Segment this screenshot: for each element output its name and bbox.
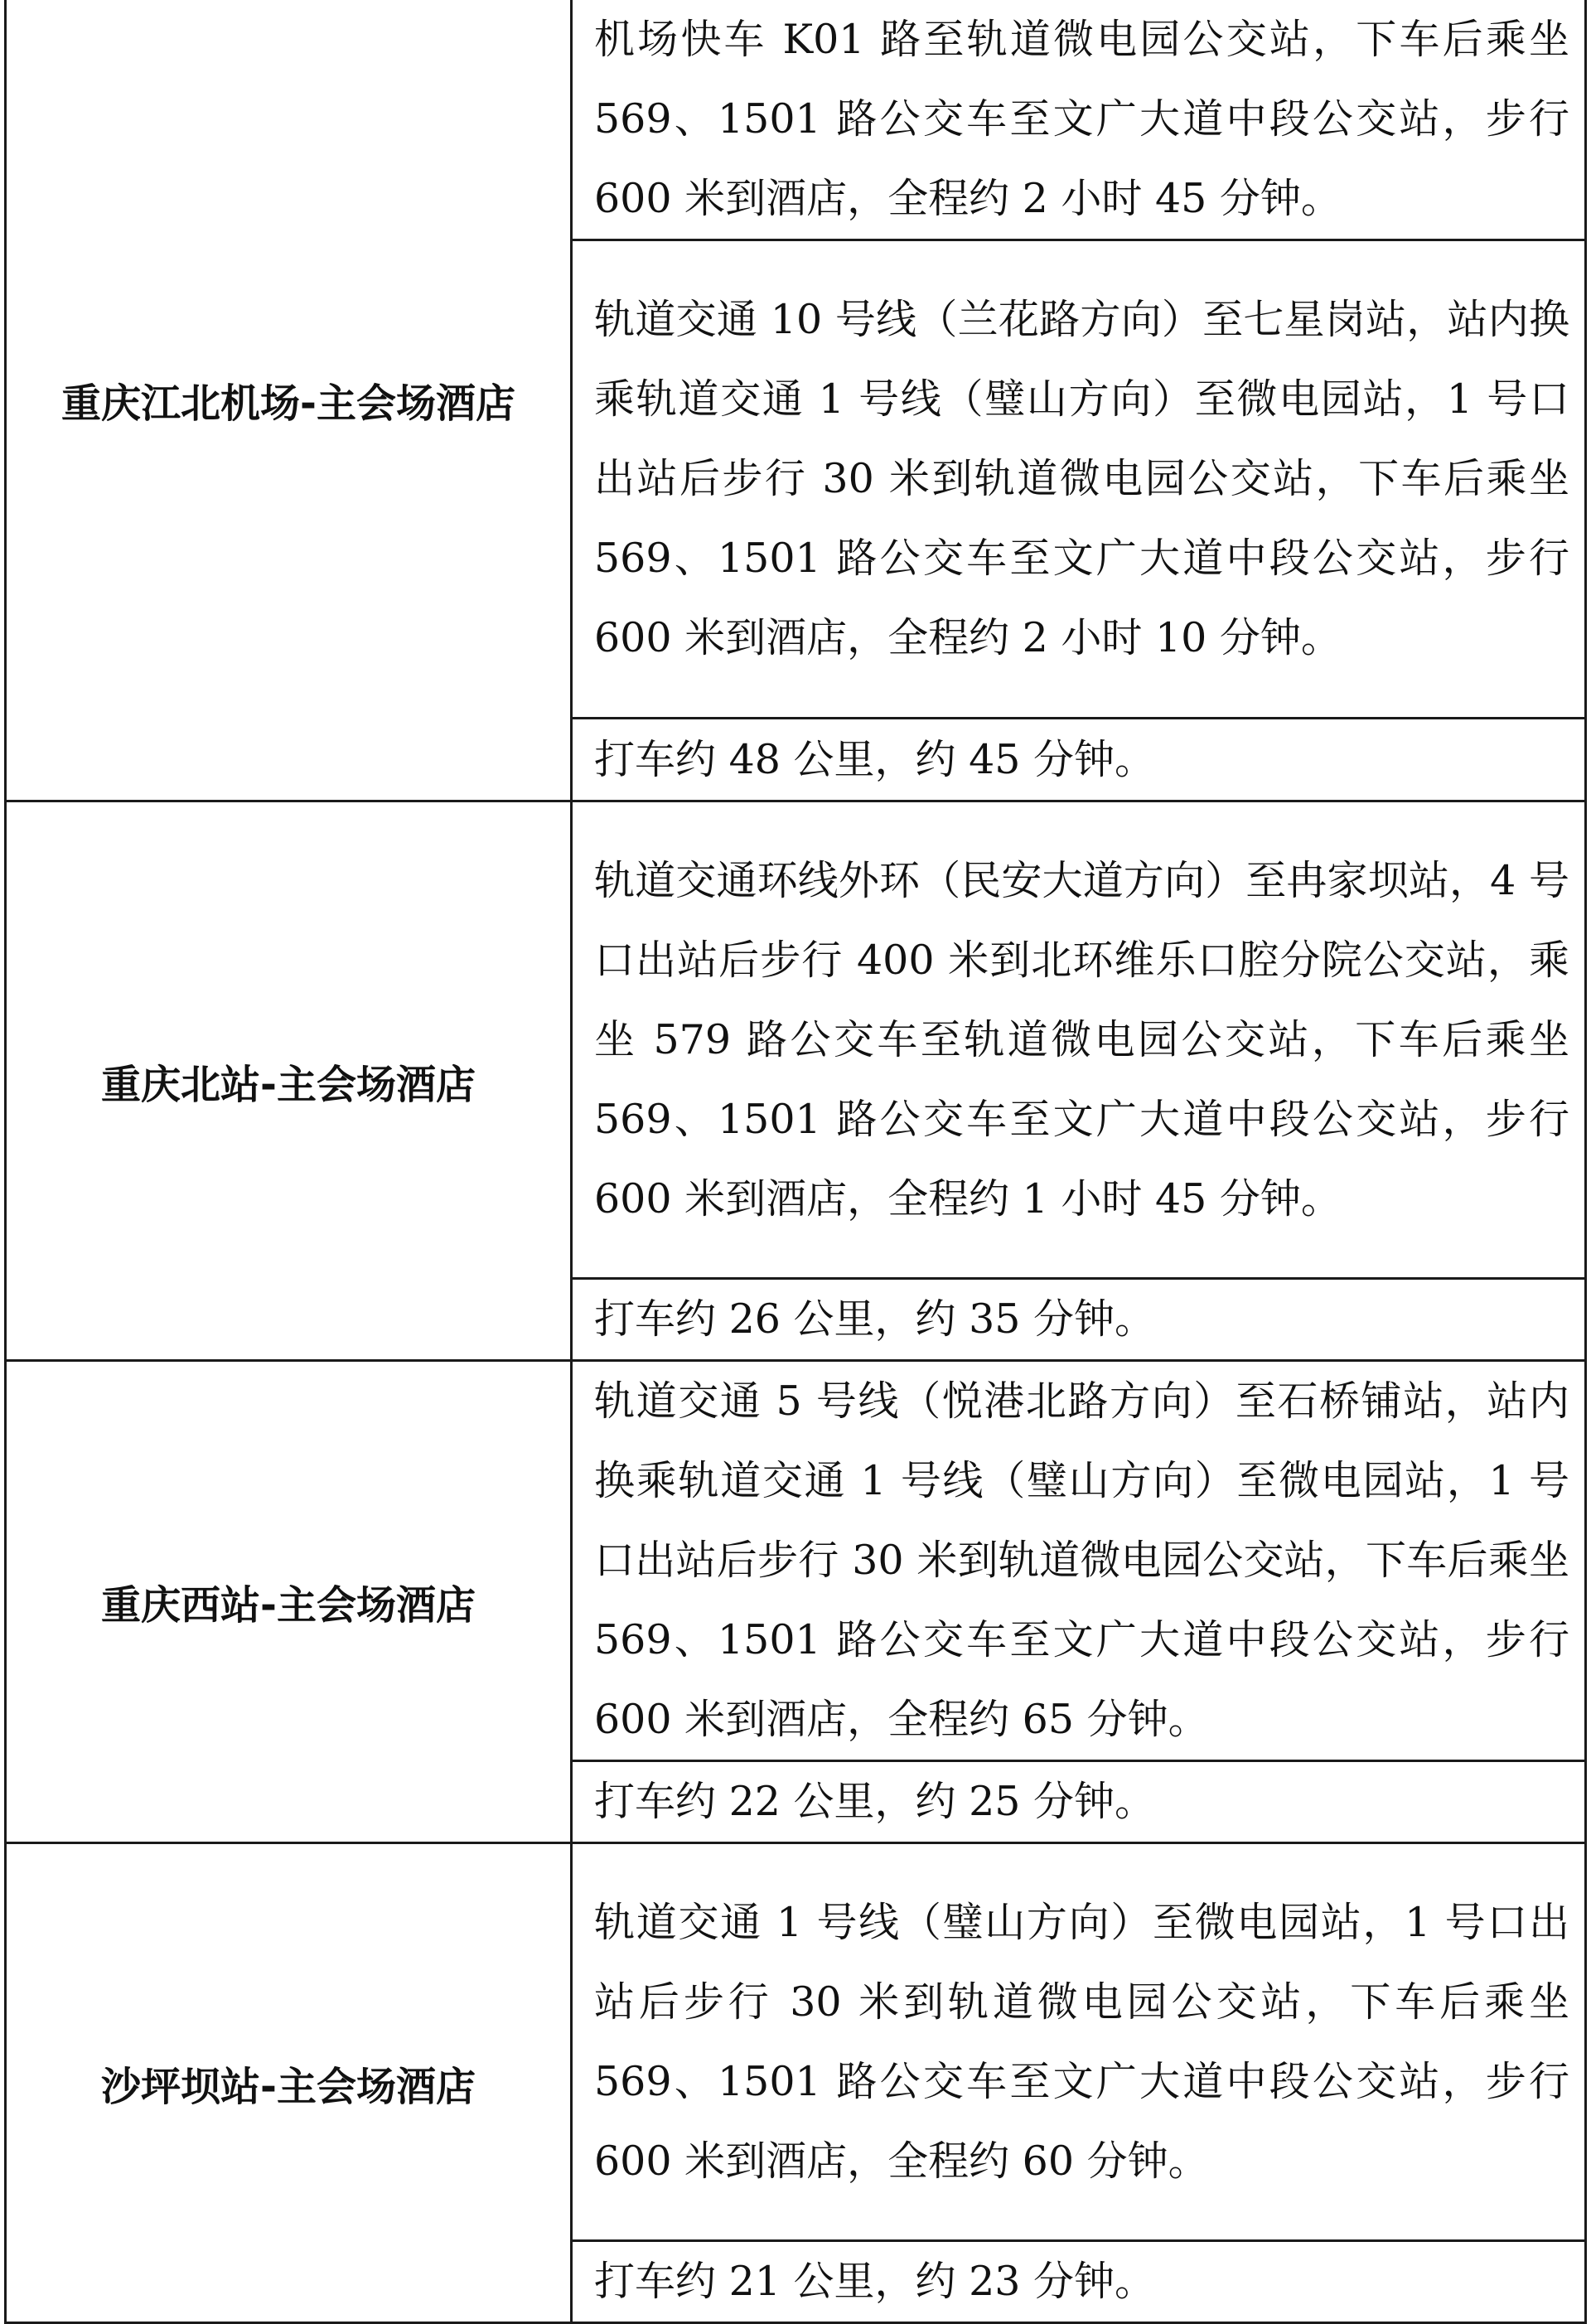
route-name-cell: 重庆北站-主会场酒店 (6, 801, 572, 1361)
table-row (6, 1843, 1586, 2241)
route-option-cell: 机场快车 K01 路至轨道微电园公交站，下车后乘坐 569、1501 路公交车至文广大道中段公交站，步行 600 米到酒店，全程约 2 小时 45 分钟。 (572, 0, 1586, 240)
route-name-cell: 重庆江北机场-主会场酒店 (6, 0, 572, 801)
route-option-cell: 轨道交通 10 号线（兰花路方向）至七星岗站，站内换乘轨道交通 1 号线（璧山方向）至微电园站，1 号口出站后步行 30 米到轨道微电园公交站，下车后乘坐 569、1501 路公交车至文广大道中段公交站，步行 600 米到酒店，全程约 2 小时 10 分钟。 (572, 240, 1586, 719)
route-option-cell: 打车约 48 公里，约 45 分钟。 (572, 719, 1586, 801)
table-row (6, 0, 1586, 240)
table-row (6, 1361, 1586, 1761)
route-option-cell: 轨道交通环线外环（民安大道方向）至冉家坝站，4 号口出站后步行 400 米到北环维乐口腔分院公交站，乘坐 579 路公交车至轨道微电园公交站，下车后乘坐 569、1501 路公交车至文广大道中段公交站，步行 600 米到酒店，全程约 1 小时 45 分钟。 (572, 801, 1586, 1279)
route-name-cell: 重庆西站-主会场酒店 (6, 1361, 572, 1843)
route-option-cell: 轨道交通 5 号线（悦港北路方向）至石桥铺站，站内换乘轨道交通 1 号线（璧山方向）至微电园站，1 号口出站后步行 30 米到轨道微电园公交站，下车后乘坐 569、1501 路公交车至文广大道中段公交站，步行 600 米到酒店，全程约 65 分钟。 (572, 1361, 1586, 1761)
route-option-cell: 打车约 22 公里，约 25 分钟。 (572, 1761, 1586, 1843)
table-row (6, 801, 1586, 1279)
route-name-cell: 沙坪坝站-主会场酒店 (6, 1843, 572, 2323)
transport-route-table (4, 0, 1587, 2324)
route-option-cell: 打车约 21 公里，约 23 分钟。 (572, 2241, 1586, 2323)
route-option-cell: 轨道交通 1 号线（璧山方向）至微电园站，1 号口出站后步行 30 米到轨道微电园公交站，下车后乘坐 569、1501 路公交车至文广大道中段公交站，步行 600 米到酒店，全程约 60 分钟。 (572, 1843, 1586, 2241)
route-option-cell: 打车约 26 公里，约 35 分钟。 (572, 1279, 1586, 1361)
